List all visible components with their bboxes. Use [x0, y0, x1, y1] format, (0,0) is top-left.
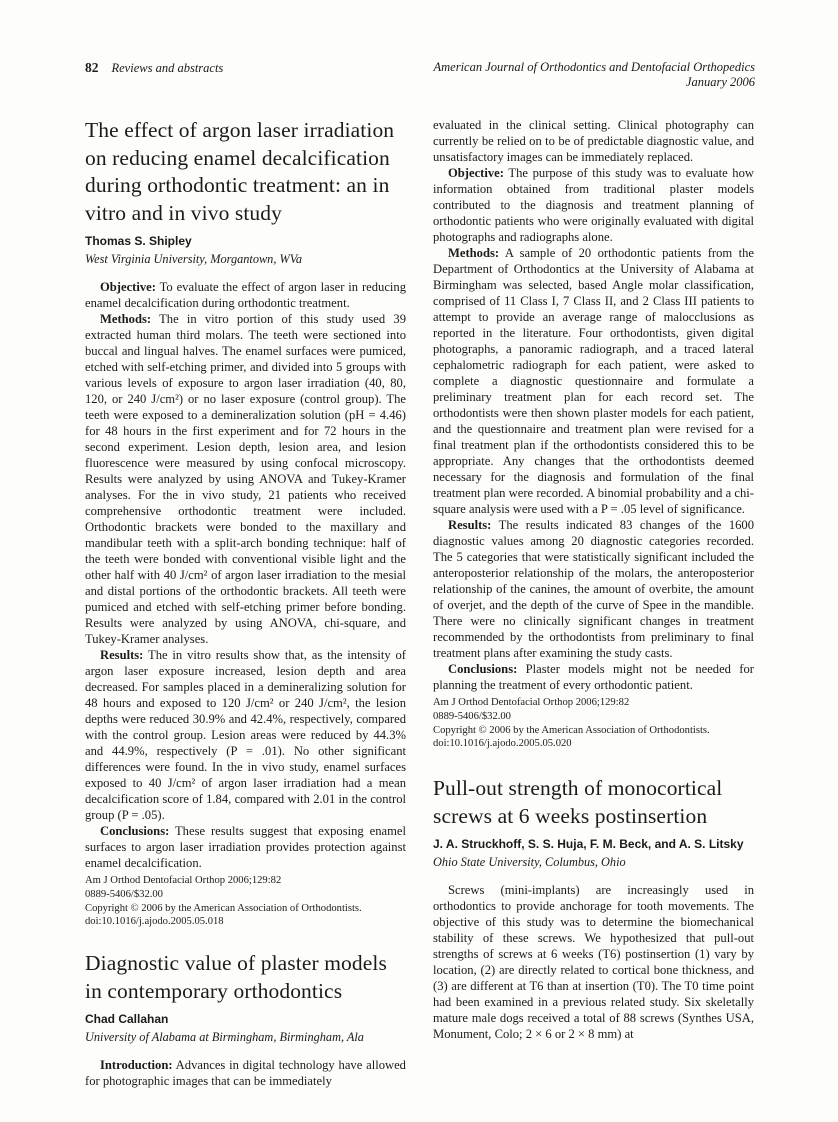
- page-header: [85, 60, 755, 90]
- journal-issue-date: January 2006: [685, 75, 755, 89]
- article-2-paragraph-introduction-continued: [433, 117, 754, 165]
- article-1-paragraph-results: [85, 647, 406, 823]
- paragraph-label: Conclusions:: [448, 662, 518, 676]
- article-2-paragraph-objective: [433, 165, 754, 245]
- article-1-authors: Thomas S. Shipley: [85, 234, 192, 248]
- citation-issn-price: 0889-5406/$32.00: [433, 710, 511, 722]
- article-2-authors: Chad Callahan: [85, 1012, 169, 1027]
- citation-journal-line: Am J Orthod Dentofacial Orthop 2006;129:82: [85, 875, 282, 886]
- paragraph-label: Objective:: [448, 166, 504, 180]
- article-1-title: The effect of argon laser irradiation on reducing enamel decalcification during orthodontic treatment: an in vitro and in vivo study: [85, 118, 395, 225]
- paragraph-label: Conclusions:: [100, 824, 170, 838]
- section-title: Reviews and abstracts: [111, 61, 224, 75]
- article-2-continued: [433, 117, 754, 751]
- article-2-title: Diagnostic value of plaster models in contemporary orthodontics: [85, 951, 387, 1003]
- paragraph-label: Introduction:: [100, 1058, 173, 1073]
- paragraph-text: evaluated in the clinical setting. Clinical photography can currently be relied on to be of predictable diagnostic value, and unsatisfactory images can be immediately replaced.: [433, 118, 754, 164]
- article-2-citation: [433, 696, 754, 751]
- citation-copyright: Copyright © 2006 by the American Association of Orthodontists.: [433, 724, 710, 736]
- article-2-start: [85, 950, 406, 1089]
- article-2-paragraph-introduction: [85, 1057, 406, 1089]
- paragraph-text: Plaster models might not be needed for planning the treatment of every orthodontic patient.: [433, 662, 754, 692]
- right-column: [433, 117, 754, 1089]
- citation-issn-price: 0889-5406/$32.00: [85, 888, 163, 900]
- article-2-paragraph-methods: [433, 245, 754, 517]
- paragraph-text: To evaluate the effect of argon laser in reducing enamel decalcification during orthodontic treatment.: [85, 280, 407, 310]
- paragraph-text: A sample of 20 orthodontic patients from the Department of Orthodontics at the University of Alabama at Birmingham was selected, based Angle molar classification, comprised of 11 Class I, 7 Class II, and 2 Class III patients to attempt to provide an average range of malocclusions as reported in the literature. Four orthodontists, given digital photographs, a panoramic radiograph, and a traced lateral cephalometric radiograph for each patient, were asked to complete a diagnostic questionnaire and formulate a preliminary treatment plan for each record set. The orthodontists were then shown plaster models for each patient, and the questionnaire and treatment plan were revised for a final treatment plan if the orthodontists considered this to be appropriate. Any changes that the orthodontists deemed necessary for the diagnosis and formulation of the final treatment plan were recorded. A binomial probability and a chi-square analysis were used with a P = .05 level of significance.: [433, 246, 754, 516]
- article-1-paragraph-conclusions: [85, 823, 406, 871]
- running-head-left: [85, 60, 223, 76]
- paragraph-text: The purpose of this study was to evaluate how information obtained from traditional plaster models contributed to the diagnosis and treatment planning of orthodontic patients who were originally evaluated with digital photographs and radiographs alone.: [433, 166, 754, 244]
- paragraph-label: Results:: [100, 648, 144, 662]
- paragraph-label: Results:: [448, 518, 492, 532]
- article-1: [85, 117, 406, 929]
- citation-doi: doi:10.1016/j.ajodo.2005.05.018: [85, 916, 224, 928]
- running-head-right: [434, 60, 756, 90]
- paragraph-text: The in vitro portion of this study used 39 extracted human third molars. The teeth were sectioned into buccal and lingual halves. The enamel surfaces were pumiced, etched with self-etching primer, and divided into 5 groups with various levels of exposure to argon laser irradiation (40, 80, 120, or 240 J/cm²) or no laser exposure (control group). The teeth were exposed to a demineralization solution (pH = 4.46) for 48 hours in the first experiment and for 72 hours in the second experiment. Lesion depth, lesion area, and lesion fluorescence were measured by using confocal microscopy. Results were analyzed by using ANOVA and Tukey-Kramer analyses. For the in vivo study, 21 patients who received comprehensive orthodontic treatment were included. Orthodontic brackets were bonded to the maxillary and mandibular teeth with a split-arch bonding technique: half of the teeth were bonded with conventional visible light and the other half with 40 J/cm² of argon laser irradiation to the mesial and distal portions of the orthodontic brackets. All teeth were pumiced and etched with self-etching primer before bonding. Results were analyzed by using ANOVA, chi-square, and Tukey-Kramer analyses.: [85, 312, 407, 646]
- paragraph-text: The results indicated 83 changes of the 1600 diagnostic values among 20 diagnostic categories recorded. The 5 categories that were statistically significant included the anteroposterior relationship of the molars, the anteroposterior relationship of the canines, the amount of overbite, the amount of overjet, and the depth of the curve of Spee in the mandible. There were no clinically significant changes in treatment recommended by the orthodontists from preliminary to final treatment plans after examining the study casts.: [433, 518, 755, 660]
- paragraph-text: Advances in digital technology have allowed for photographic images that can be immediately: [85, 1058, 406, 1089]
- two-column-body: [85, 117, 755, 1089]
- citation-copyright: Copyright © 2006 by the American Association of Orthodontists.: [85, 902, 362, 914]
- article-3-affiliation: Ohio State University, Columbus, Ohio: [433, 855, 626, 870]
- page-number: 82: [85, 60, 99, 75]
- article-2-paragraph-conclusions: [433, 661, 754, 693]
- article-3-paragraph-body: [433, 882, 754, 1042]
- journal-name: American Journal of Orthodontics and Dentofacial Orthopedics: [433, 60, 755, 74]
- article-2-paragraph-results: [433, 517, 754, 661]
- paragraph-label: Objective:: [100, 280, 156, 294]
- paragraph-text: These results suggest that exposing enamel surfaces to argon laser irradiation provides protection against enamel decalcification.: [85, 824, 406, 870]
- left-column: [85, 117, 406, 1089]
- paragraph-label: Methods:: [448, 246, 500, 260]
- article-1-paragraph-objective: [85, 279, 406, 311]
- article-1-citation: [85, 874, 406, 929]
- article-1-paragraph-methods: [85, 311, 406, 647]
- paragraph-text: The in vitro results show that, as the intensity of argon laser exposure increased, lesion depth and area decreased. For samples placed in a demineralizing solution for 48 hours and exposed to 120 J/cm² or 240 J/cm², the lesion depths were reduced 30.9% and 42.4%, respectively, compared with the control group. Lesion areas were reduced by 44.3% and 44.9%, respectively (P = .01). No other significant differences were found. In the in vivo study, enamel surfaces exposed to 40 J/cm² of argon laser irradiation had a mean decalcification score of 1.84, compared with 2.01 in the control group (P = .05).: [85, 648, 407, 822]
- article-3: [433, 775, 754, 1042]
- paragraph-label: Methods:: [100, 312, 152, 326]
- article-3-title: Pull-out strength of monocortical screws at 6 weeks postinsertion: [433, 776, 723, 828]
- article-3-authors: J. A. Struckhoff, S. S. Huja, F. M. Beck, and A. S. Litsky: [433, 837, 744, 852]
- article-2-affiliation: University of Alabama at Birmingham, Birmingham, Ala: [85, 1030, 364, 1045]
- paragraph-text: Screws (mini-implants) are increasingly used in orthodontics to provide anchorage for tooth movements. The objective of this study was to determine the biomechanical stability of these screws. We hypothesized that pull-out strengths of screws at 6 weeks (T6) postinsertion (1) vary by location, (2) are directly related to cortical bone thickness, and (3) are different at T6 than at insertion (T0). The T0 time point had been examined in a previous related study. Six skeletally mature male dogs received a total of 88 screws (Synthes USA, Monument, Colo; 2 × 6 or 2 × 8 mm) at: [433, 883, 754, 1042]
- citation-doi: doi:10.1016/j.ajodo.2005.05.020: [433, 738, 572, 750]
- citation-journal-line: Am J Orthod Dentofacial Orthop 2006;129:82: [433, 697, 630, 708]
- article-1-affiliation: West Virginia University, Morgantown, WVa: [85, 252, 303, 266]
